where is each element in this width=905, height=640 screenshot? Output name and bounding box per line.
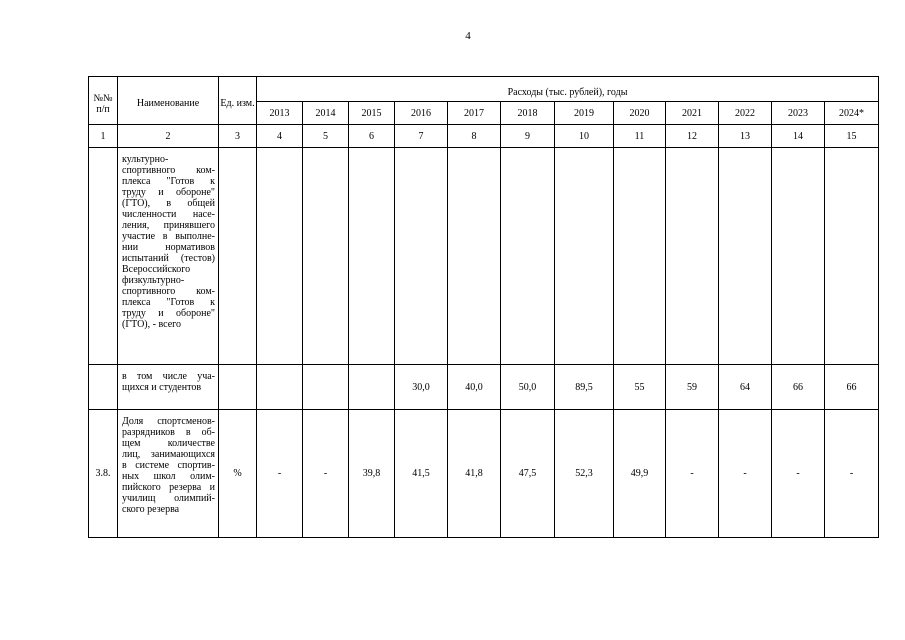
value-cell: 66 xyxy=(772,365,825,410)
row-unit-cell xyxy=(219,148,257,365)
value-cell xyxy=(666,148,719,365)
row-name-line: ных школ олим- xyxy=(122,471,215,482)
table-row xyxy=(89,148,879,365)
row-name-line: Доля спортсменов- xyxy=(122,416,215,427)
row-name-line: ления, принявшего xyxy=(122,220,215,231)
row-name-line: труду и обороне" xyxy=(122,187,215,198)
row-number-cell: 3.8. xyxy=(89,410,118,538)
value-cell: 41,8 xyxy=(448,410,501,538)
value-cell: 89,5 xyxy=(555,365,614,410)
page-number: 4 xyxy=(465,30,471,42)
row-name-line: ского резерва xyxy=(122,504,180,515)
table-row xyxy=(89,365,879,410)
value-cell xyxy=(257,148,303,365)
column-numbers-row xyxy=(89,125,879,148)
year-header-cell: 2023 xyxy=(772,102,825,125)
column-number-cell: 11 xyxy=(614,125,666,148)
value-cell xyxy=(257,365,303,410)
row-name-line: лиц, занимающихся xyxy=(122,449,215,460)
header-num: №№ п/п xyxy=(89,77,118,125)
value-cell xyxy=(303,148,349,365)
value-cell: 40,0 xyxy=(448,365,501,410)
value-cell xyxy=(303,365,349,410)
year-header-cell: 2021 xyxy=(666,102,719,125)
value-cell: 47,5 xyxy=(501,410,555,538)
column-number-cell: 7 xyxy=(395,125,448,148)
value-cell xyxy=(395,148,448,365)
row-name-line: (ГТО), - всего xyxy=(122,319,181,330)
value-cell xyxy=(555,148,614,365)
row-name-line: нии нормативов xyxy=(122,242,215,253)
header-expenses: Расходы (тыс. рублей), годы xyxy=(257,77,879,102)
header-name: Наименование xyxy=(118,77,219,125)
value-cell: 59 xyxy=(666,365,719,410)
value-cell: 55 xyxy=(614,365,666,410)
value-cell: - xyxy=(303,410,349,538)
row-name-line: плекса "Готов к xyxy=(122,176,215,187)
row-name-line: пийского резерва и xyxy=(122,482,215,493)
value-cell: 41,5 xyxy=(395,410,448,538)
row-name-line: Всероссийского xyxy=(122,264,191,275)
row-name-line: училищ олимпий- xyxy=(122,493,215,504)
value-cell: 50,0 xyxy=(501,365,555,410)
column-number-cell: 3 xyxy=(219,125,257,148)
value-cell xyxy=(772,148,825,365)
column-number-cell: 9 xyxy=(501,125,555,148)
table-row xyxy=(89,410,879,538)
value-cell: - xyxy=(719,410,772,538)
column-number-cell: 2 xyxy=(118,125,219,148)
row-number-cell xyxy=(89,365,118,410)
column-number-cell: 14 xyxy=(772,125,825,148)
row-name-line: разрядников в об- xyxy=(122,427,215,438)
header-unit: Ед. изм. xyxy=(219,77,257,125)
value-cell: - xyxy=(825,410,879,538)
column-number-cell: 5 xyxy=(303,125,349,148)
column-number-cell: 12 xyxy=(666,125,719,148)
row-name-line: культурно- xyxy=(122,154,169,165)
value-cell xyxy=(349,148,395,365)
year-header-cell: 2024* xyxy=(825,102,879,125)
value-cell: 30,0 xyxy=(395,365,448,410)
value-cell xyxy=(501,148,555,365)
row-number-cell xyxy=(89,148,118,365)
column-number-cell: 8 xyxy=(448,125,501,148)
value-cell xyxy=(825,148,879,365)
row-name-line: численности насе- xyxy=(122,209,215,220)
row-unit-cell: % xyxy=(219,410,257,538)
row-name-line: в том числе уча- xyxy=(122,371,215,382)
year-header-cell: 2014 xyxy=(303,102,349,125)
row-name-line: щихся и студентов xyxy=(122,382,202,393)
value-cell: 66 xyxy=(825,365,879,410)
value-cell xyxy=(719,148,772,365)
row-name-line: участие в выполне- xyxy=(122,231,215,242)
year-header-cell: 2022 xyxy=(719,102,772,125)
value-cell: - xyxy=(772,410,825,538)
value-cell: 52,3 xyxy=(555,410,614,538)
year-header-cell: 2020 xyxy=(614,102,666,125)
row-name-line: труду и обороне" xyxy=(122,308,215,319)
year-header-cell: 2016 xyxy=(395,102,448,125)
row-name-line: в системе спортив- xyxy=(122,460,215,471)
year-header-cell: 2015 xyxy=(349,102,395,125)
value-cell: - xyxy=(666,410,719,538)
value-cell xyxy=(614,148,666,365)
year-header-cell: 2018 xyxy=(501,102,555,125)
row-name-line: плекса "Готов к xyxy=(122,297,215,308)
row-name-line: спортивного ком- xyxy=(122,165,215,176)
row-name-cell xyxy=(118,365,219,410)
row-name-line: спортивного ком- xyxy=(122,286,215,297)
row-name-cell xyxy=(118,148,219,365)
value-cell: 64 xyxy=(719,365,772,410)
value-cell: 39,8 xyxy=(349,410,395,538)
column-number-cell: 1 xyxy=(89,125,118,148)
row-name-line: щем количестве xyxy=(122,438,215,449)
column-number-cell: 15 xyxy=(825,125,879,148)
row-unit-cell xyxy=(219,365,257,410)
value-cell: - xyxy=(257,410,303,538)
column-number-cell: 13 xyxy=(719,125,772,148)
column-number-cell: 4 xyxy=(257,125,303,148)
row-name-line: физкультурно- xyxy=(122,275,185,286)
expenses-table xyxy=(88,76,879,538)
row-name-line: (ГТО), в общей xyxy=(122,198,215,209)
year-header-cell: 2017 xyxy=(448,102,501,125)
value-cell: 49,9 xyxy=(614,410,666,538)
year-header-cell: 2013 xyxy=(257,102,303,125)
column-number-cell: 10 xyxy=(555,125,614,148)
column-number-cell: 6 xyxy=(349,125,395,148)
value-cell xyxy=(349,365,395,410)
row-name-line: испытаний (тестов) xyxy=(122,253,215,264)
row-name-cell xyxy=(118,410,219,538)
year-header-cell: 2019 xyxy=(555,102,614,125)
value-cell xyxy=(448,148,501,365)
